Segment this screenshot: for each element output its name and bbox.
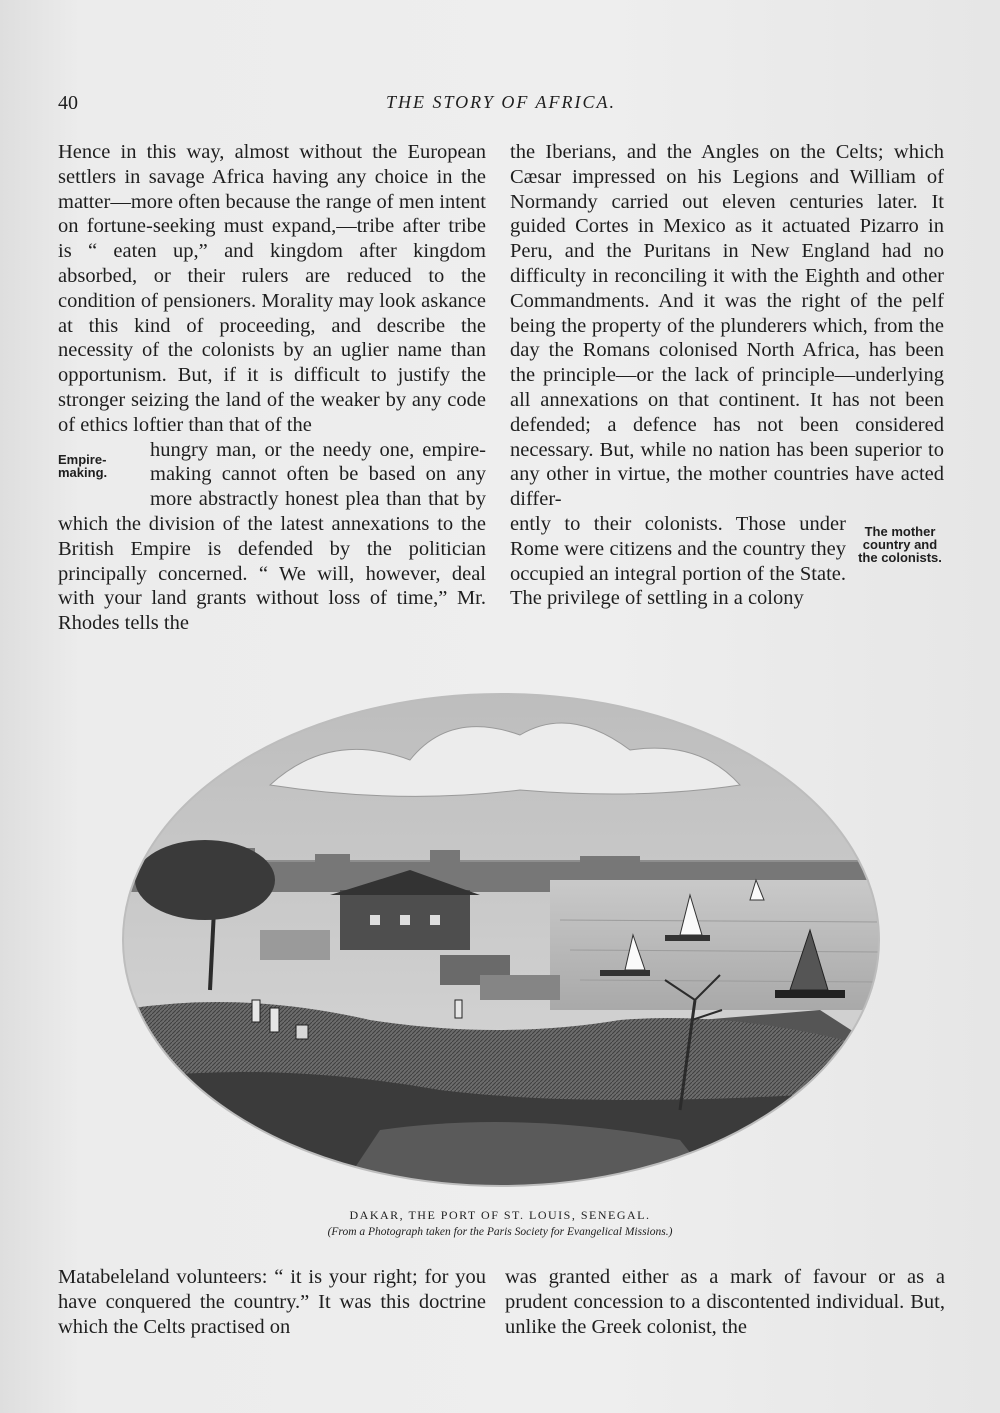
sidenote-empire-making: Empire-making.: [58, 451, 108, 480]
bottom-left-column: [58, 1265, 486, 1339]
right-column: [510, 140, 944, 611]
page-header: [58, 92, 944, 118]
left-column: [58, 140, 486, 636]
bottom-right-column: [505, 1265, 945, 1339]
bottom-left-paragraph: Matabeleland volunteers: “ it is your right; for you have conquered the country.” It was this doctrine which the Celts practised on: [58, 1266, 486, 1338]
bottom-right-paragraph: was granted either as a mark of favour or as a prudent concession to a discontented individual. But, unlike the Greek colonist, the: [505, 1266, 945, 1338]
sidenote-mother-country: The mother country and the colonists.: [858, 523, 942, 565]
sidenote-box-right: [846, 512, 944, 586]
figure-credit: (From a Photograph taken for the Paris Society for Evangelical Missions.): [327, 1226, 673, 1238]
dakar-engraving: [120, 690, 882, 1190]
figure-caption: DAKAR, THE PORT OF ST. LOUIS, SENEGAL.: [349, 1208, 651, 1222]
right-paragraph-intro: the Iberians, and the Angles on the Celts; which Cæsar impressed on his Legions and William of Normandy carried out eleven centuries later. It guided Cortes in Mexico as it actuated Pizarro in Peru, and the Puritans in New England had no difficulty in reconciling it with the Eighth and other Commandments. And it was the right of the pelf being the property of the plunderers which, from the day the Romans colonised North Africa, has been the principle—or the lack of principle—underlying all annexations on that continent. It has not been defended; a defence has not been considered necessary. But, while no nation has been superior to any other in virtue, the mother countries have acted differ-: [510, 141, 944, 511]
right-paragraph-continuation: ently to their colonists. Those under Rome were citizens and the country they occupied an integral portion of the State. The privilege of settling in a colony: [510, 512, 846, 610]
left-paragraph-intro: Hence in this way, almost without the European settlers in savage Africa having any choice in the matter—more often because the range of men intent on fortune-seeking must expand,—tribe after tribe is “ eaten up,” and kingdom after kingdom absorbed, or their rulers are reduced to the condition of pensioners. Morality may look askance at this kind of proceeding, and describe the necessity of the colonists by an uglier name than opportunism. But, if it is difficult to justify the stronger seizing the land of the weaker by any code of ethics loftier than that of the: [58, 141, 486, 436]
left-paragraph-continuation: hungry man, or the needy one, empire-making cannot often be based on any more abstractly honest plea than that by which the division of the latest annexations to the British Empire is defended by the politician principally concerned. “ We will, however, deal with your land grants without loss of time,” Mr. Rhodes tells the: [58, 438, 486, 635]
page-number: 40: [58, 92, 78, 114]
running-title: THE STORY OF AFRICA.: [385, 92, 617, 112]
sidenote-box-left: [58, 438, 150, 512]
